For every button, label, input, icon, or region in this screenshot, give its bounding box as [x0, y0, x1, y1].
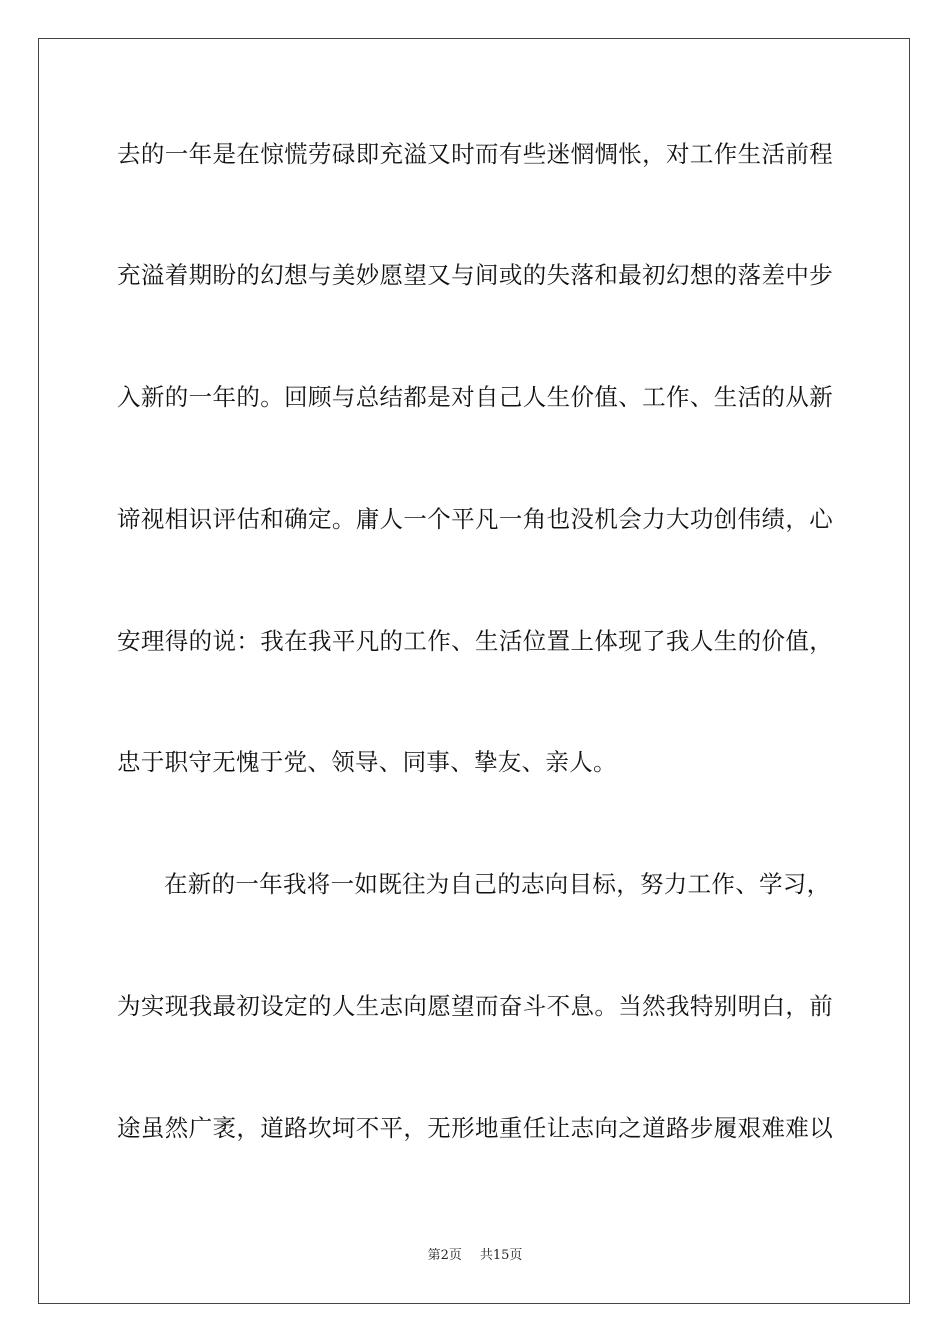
body-line-9: 途虽然广袤，道路坎坷不平，无形地重任让志向之道路步履艰难难以	[117, 1114, 833, 1142]
total-pages: 共15页	[479, 1248, 523, 1263]
body-line-2: 充溢着期盼的幻想与美妙愿望又与间或的失落和最初幻想的落差中步	[117, 261, 833, 289]
body-line-3: 入新的一年的。回顾与总结都是对自己人生价值、工作、生活的从新	[117, 383, 833, 411]
body-line-4: 谛视相识评估和确定。庸人一个平凡一角也没机会力大功创伟绩，心	[117, 505, 833, 533]
body-line-8: 为实现我最初设定的人生志向愿望而奋斗不息。当然我特别明白，前	[117, 992, 833, 1020]
page-footer	[0, 1247, 950, 1265]
body-line-7-indented: 在新的一年我将一如既往为自己的志向目标，努力工作、学习，	[164, 870, 831, 898]
page-number: 第2页	[427, 1248, 462, 1263]
body-line-1: 去的一年是在惊慌劳碌即充溢又时而有些迷惘惆怅，对工作生活前程	[117, 140, 833, 168]
body-line-5: 安理得的说：我在我平凡的工作、生活位置上体现了我人生的价值，	[117, 627, 833, 655]
body-line-6: 忠于职守无愧于党、领导、同事、挚友、亲人。	[117, 748, 617, 776]
